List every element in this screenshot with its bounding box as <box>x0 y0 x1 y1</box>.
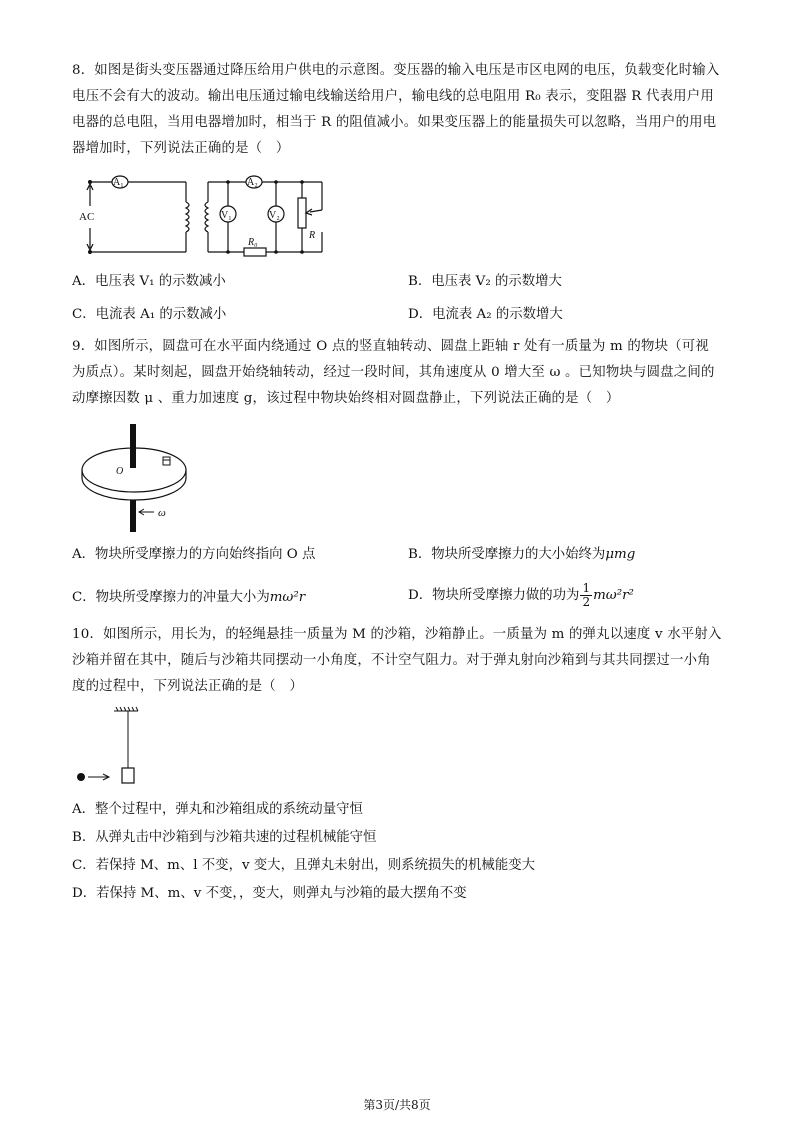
v2-label: V₂ <box>269 210 280 221</box>
a2-label: A₂ <box>247 177 258 188</box>
v1-label: V₁ <box>221 210 232 221</box>
q8-option-b[interactable]: B．电压表 V₂ 的示数增大 <box>408 274 562 289</box>
q10-pendulum-figure <box>72 704 162 792</box>
q9-option-c[interactable] <box>72 588 305 608</box>
q9-option-b-text: B．物块所受摩擦力的大小始终为 <box>408 547 606 562</box>
q9-text: 9．如图所示，圆盘可在水平面内绕通过 O 点的竖直轴转动、圆盘上距轴 r 处有一质量为 m 的物块（可视为质点）。某时刻起，圆盘开始绕轴转动，经过一段时间，其角速度从 0 增大至 ω 。已知物块与圆盘之间的动摩擦因数 μ 、重力加速度 g，该过程中物块始终相对圆盘静止，下列说法正确的是（ ） <box>72 339 715 406</box>
q9-option-d-formula: mω²r² <box>593 588 634 603</box>
page-number-footer: 第3页/共8页 <box>363 1098 431 1112</box>
ac-label: AC <box>79 211 95 223</box>
q10-text: 10．如图所示，用长为，的轻绳悬挂一质量为 M 的沙箱，沙箱静止。一质量为 m 的弹丸以速度 v 水平射入沙箱并留在其中，随后与沙箱共同摆动一小角度，不计空气阻力。对于弹丸射向沙箱到与其共同摆过一小角度的过程中，下列说法正确的是（ ） <box>72 627 722 694</box>
q9-option-a[interactable]: A．物块所受摩擦力的方向始终指向 O 点 <box>72 547 316 562</box>
q9-option-d-fraction <box>580 582 592 609</box>
q9-option-c-formula: mω²r <box>269 590 306 605</box>
q9-option-b-formula: μmg <box>605 547 636 562</box>
fraction-numerator: 1 <box>582 581 591 595</box>
q9-option-b[interactable] <box>408 545 635 565</box>
q9-option-d[interactable] <box>408 576 634 616</box>
o-label: O <box>116 466 124 477</box>
r-label: R <box>309 230 316 241</box>
q10-option-b[interactable]: B．从弹丸击中沙箱到与沙箱共速的过程机械能守恒 <box>72 830 377 845</box>
q10-option-d[interactable]: D．若保持 M、m、v 不变，，变大，则弹丸与沙箱的最大摆角不变 <box>72 886 467 901</box>
q8-option-c[interactable]: C．电流表 A₁ 的示数减小 <box>72 307 227 322</box>
q10-option-c[interactable]: C．若保持 M、m、l 不变，v 变大，且弹丸未射出，则系统损失的机械能变大 <box>72 858 535 873</box>
q8-option-a[interactable]: A．电压表 V₁ 的示数减小 <box>72 274 226 289</box>
fraction-denominator: 2 <box>582 595 591 609</box>
omega-label: ω <box>158 507 166 519</box>
q10-option-a[interactable]: A．整个过程中，弹丸和沙箱组成的系统动量守恒 <box>72 802 363 817</box>
q8-circuit-figure <box>76 172 336 262</box>
q8-text: 8．如图是街头变压器通过降压给用户供电的示意图。变压器的输入电压是市区电网的电压，负载变化时输入电压不会有大的波动。输出电压通过输电线输送给用户，输电线的总电阻用 R₀ 表示，变阻器 R 代表用户用电器的总电阻，当用电器增加时，相当于 R 的阻值减小。如果变压器上的能量损失可以忽略，当用户的用电器增加时，下列说法正确的是（ ） <box>72 63 720 156</box>
a1-label: A₁ <box>113 177 124 188</box>
r0-label: R₀ <box>248 237 258 248</box>
q9-disk-figure <box>72 422 200 534</box>
q9-option-d-text: D．物块所受摩擦力做的功为 <box>408 588 580 603</box>
q8-option-d[interactable]: D．电流表 A₂ 的示数增大 <box>408 307 563 322</box>
q9-option-c-text: C．物块所受摩擦力的冲量大小为 <box>72 590 270 605</box>
